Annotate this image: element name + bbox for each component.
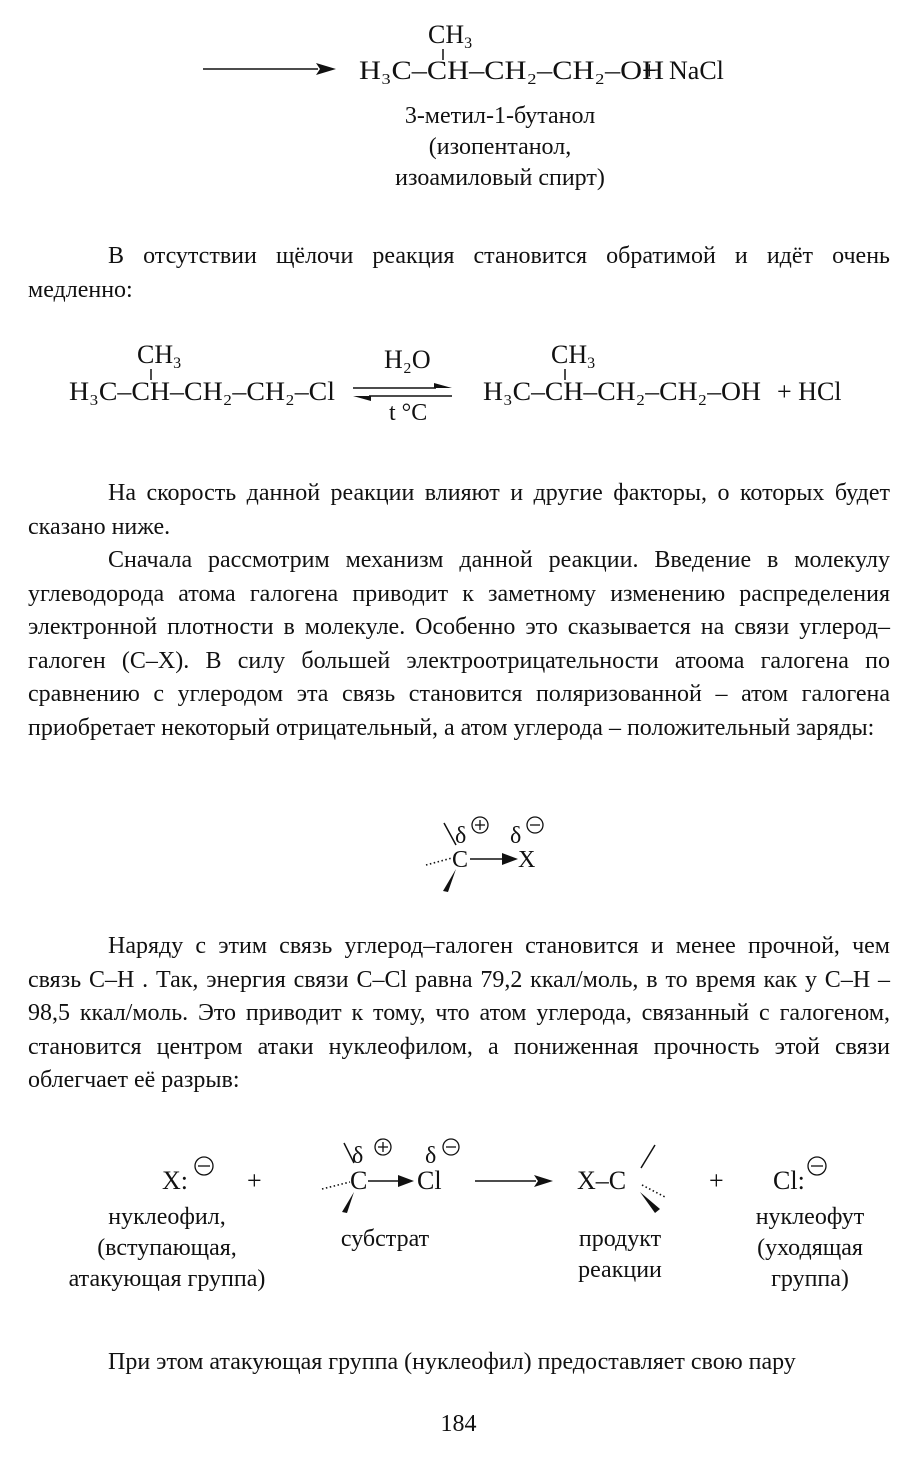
paragraph [28, 930, 890, 1098]
product-up-bond [641, 1145, 655, 1168]
substrate-carbon: C [350, 1166, 368, 1195]
caption-line: реакции [578, 1257, 662, 1283]
polar-arrowhead [502, 853, 518, 865]
ch3-label: CH3 [428, 20, 473, 52]
product-formula: X–C [577, 1166, 627, 1195]
paragraph [28, 544, 890, 745]
product-name-line: 3-метил-1-бутанол [404, 103, 596, 129]
caption-line: (уходящая [757, 1235, 863, 1261]
substrate-caption [315, 1224, 455, 1255]
paragraph-text: При этом атакующая группа (нуклеофил) предоставляет свою пару [108, 1349, 796, 1375]
delta-minus: δ [510, 823, 522, 849]
product-name-line: изоамиловый спирт) [395, 165, 605, 191]
product-ch3: CH3 [551, 340, 596, 372]
reverse-arrowhead [353, 396, 371, 401]
nucleophile-formula: X: [162, 1166, 188, 1195]
polar-bond-diagram [400, 805, 580, 900]
substrate-chlorine: Cl [417, 1166, 442, 1195]
equilibrium-byproduct: + HCl [777, 377, 842, 406]
product-hashed-bond [642, 1185, 665, 1197]
carbon-label: C [452, 847, 469, 873]
delta-plus: δ [352, 1143, 364, 1169]
top-reaction [0, 0, 917, 105]
paragraph [28, 1346, 890, 1380]
product-name [360, 101, 640, 194]
plus-sign: + [709, 1166, 724, 1195]
polar-arrowhead [398, 1175, 414, 1187]
product-wedge-bond [640, 1192, 660, 1213]
forward-arrowhead [434, 383, 452, 388]
hashed-bond [322, 1182, 350, 1189]
reaction-arrowhead [534, 1175, 553, 1187]
wedge-bond [443, 869, 456, 892]
reactant-ch3: CH3 [137, 340, 182, 372]
reaction-arrowhead [316, 63, 336, 75]
paragraph [28, 240, 890, 307]
page-number: 184 [440, 1411, 477, 1437]
halogen-label: X [518, 847, 536, 873]
caption-line: (вступающая, [97, 1235, 237, 1261]
reactant-formula: H₃C–CH–CH₂–CH₂–Cl [69, 377, 335, 406]
top-byproduct: NaCl [669, 56, 724, 85]
reagent-label: H₂O [384, 345, 431, 374]
caption-line: продукт [578, 1226, 662, 1252]
delta-plus: δ [455, 823, 467, 849]
equilibrium-product: H₃C–CH–CH₂–CH₂–OH [483, 377, 762, 406]
caption-line: нуклеофут [755, 1204, 865, 1230]
paragraph-text: В отсутствии щёлочи реакция становится обратимой и идёт очень медленно: [28, 243, 890, 303]
paragraph-text: Наряду с этим связь углерод–галоген становится и менее прочной, чем связь С–Н . Так, энергия связи С–Cl равна 79,2 ккал/моль, в то время как у С–Н – 98,5 ккал/моль. Это приводит к тому, что атом углерода, связанный с галогеном, становится центром атаки нуклеофилом, а пониженная прочность этой связи облегчает её разрыв: [28, 933, 890, 1093]
caption-line: субстрат [340, 1226, 430, 1252]
plus-sign: + [247, 1166, 262, 1195]
paragraph [28, 477, 890, 544]
top-plus: + [642, 56, 657, 85]
hashed-bond [426, 858, 452, 865]
nucleophile-caption [42, 1202, 292, 1295]
paragraph-text: На скорость данной реакции влияют и другие факторы, о которых будет сказано ниже. [28, 480, 890, 540]
caption-line: нуклеофил, [108, 1204, 226, 1230]
product-caption [555, 1224, 685, 1286]
paragraph-text: Сначала рассмотрим механизм данной реакции. Введение в молекулу углеводорода атома галогена приводит к заметному изменению распределения электронной плотности в молекуле. Особенно это сказывается на связи углерод–галоген (С–Х). В силу большей электроотрицательности атоома галогена по сравнению с углеродом эта связь становится поляризованной – атом галогена приобретает некоторый отрицательный, а атом углерода – положительный заряды: [28, 547, 890, 741]
top-chain-formula: H₃C–CH–CH₂–CH₂–OH [359, 56, 665, 85]
leaving-group-formula: Cl: [773, 1166, 805, 1195]
caption-line: атакующая группа) [68, 1266, 266, 1292]
product-name-line: (изопентанол, [428, 134, 572, 160]
caption-line: группа) [771, 1266, 849, 1292]
equilibrium-reaction [0, 330, 917, 430]
condition-label: t °C [389, 400, 428, 426]
wedge-bond [342, 1192, 354, 1213]
delta-minus: δ [425, 1143, 437, 1169]
leaving-group-caption [725, 1202, 895, 1295]
